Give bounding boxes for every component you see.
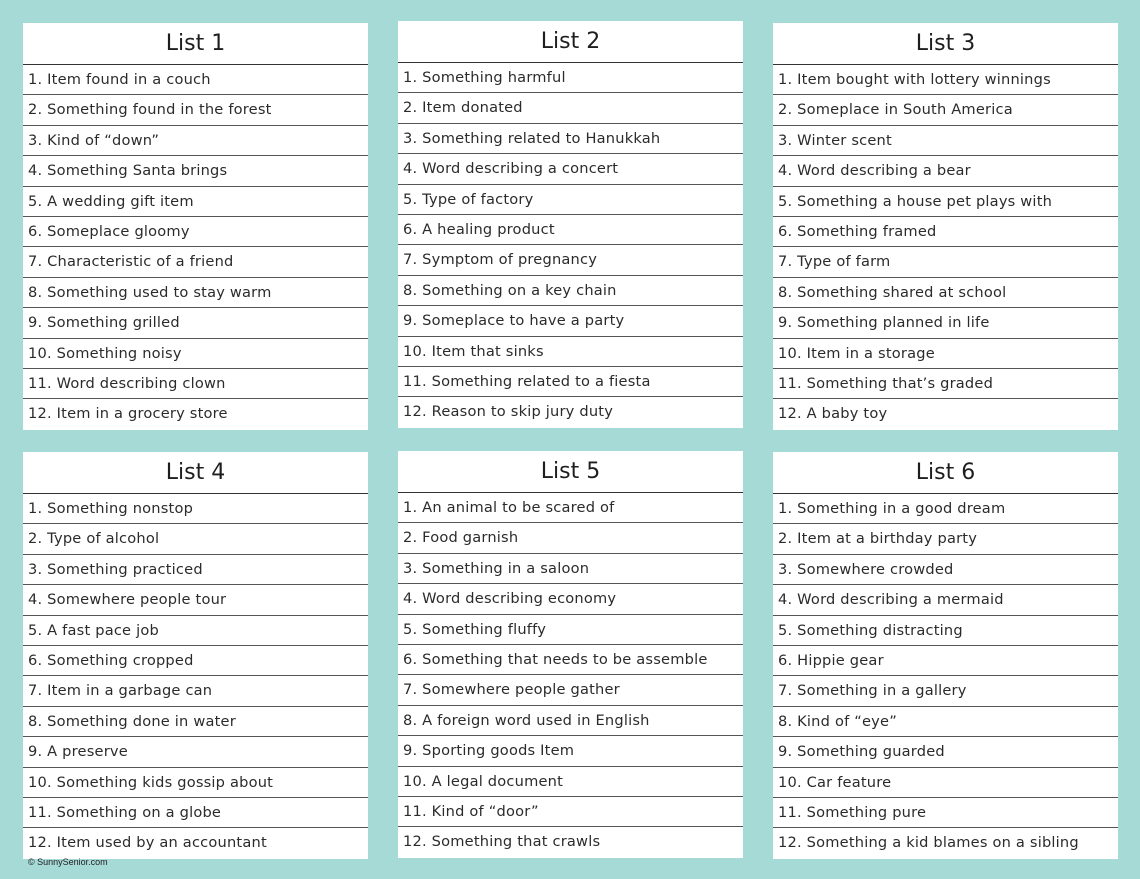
list-item: 1. Something nonstop <box>23 494 368 524</box>
list-item: 9. A preserve <box>23 737 368 767</box>
list-item: 2. Item donated <box>398 93 743 123</box>
list-item: 8. Something on a key chain <box>398 276 743 306</box>
list-item: 4. Word describing a concert <box>398 154 743 184</box>
list-item: 10. Item that sinks <box>398 337 743 367</box>
list-item: 5. A fast pace job <box>23 616 368 646</box>
list-item: 4. Word describing economy <box>398 584 743 614</box>
list-item: 11. Word describing clown <box>23 369 368 399</box>
list-item: 6. Hippie gear <box>773 646 1118 676</box>
list-item: 3. Something related to Hanukkah <box>398 124 743 154</box>
list-item: 3. Something practiced <box>23 555 368 585</box>
list-item: 5. Type of factory <box>398 185 743 215</box>
list-item: 7. Somewhere people gather <box>398 675 743 705</box>
list-items <box>773 494 1118 859</box>
list-item: 2. Food garnish <box>398 523 743 553</box>
list-item: 9. Someplace to have a party <box>398 306 743 336</box>
list-item: 10. Something noisy <box>23 339 368 369</box>
list-item: 8. Something done in water <box>23 707 368 737</box>
list-title: List 6 <box>773 452 1118 494</box>
list-item: 1. Item bought with lottery winnings <box>773 65 1118 95</box>
list-item: 2. Something found in the forest <box>23 95 368 125</box>
list-item: 11. Something pure <box>773 798 1118 828</box>
list-item: 5. A wedding gift item <box>23 187 368 217</box>
list-title: List 4 <box>23 452 368 494</box>
list-item: 7. Type of farm <box>773 247 1118 277</box>
list-item: 6. Something framed <box>773 217 1118 247</box>
list-item: 10. Something kids gossip about <box>23 768 368 798</box>
list-items <box>398 493 743 858</box>
list-card-4 <box>23 452 368 859</box>
list-item: 3. Something in a saloon <box>398 554 743 584</box>
list-item: 12. Item in a grocery store <box>28 405 228 423</box>
list-item: 12. A baby toy <box>778 405 888 423</box>
list-item: 8. Something shared at school <box>773 278 1118 308</box>
list-card-1 <box>23 23 368 430</box>
list-item: 3. Somewhere crowded <box>773 555 1118 585</box>
list-item: 5. Something fluffy <box>398 615 743 645</box>
list-item: 1. Item found in a couch <box>23 65 368 95</box>
list-item: 11. Something that’s graded <box>773 369 1118 399</box>
list-item: 3. Winter scent <box>773 126 1118 156</box>
list-item: 7. Symptom of pregnancy <box>398 245 743 275</box>
list-item: 4. Somewhere people tour <box>23 585 368 615</box>
list-card-5 <box>398 451 743 858</box>
list-item: 10. A legal document <box>398 767 743 797</box>
list-item: 8. Something used to stay warm <box>23 278 368 308</box>
list-item: 12. Item used by an accountant <box>28 834 267 852</box>
list-item: 4. Word describing a bear <box>773 156 1118 186</box>
list-item: 8. Kind of “eye” <box>773 707 1118 737</box>
list-card-6 <box>773 452 1118 859</box>
list-item: 4. Something Santa brings <box>23 156 368 186</box>
list-item: 6. A healing product <box>398 215 743 245</box>
copyright-text: © SunnySenior.com <box>28 857 108 867</box>
list-item: 6. Someplace gloomy <box>23 217 368 247</box>
list-item: 6. Something that needs to be assemble <box>398 645 743 675</box>
list-item: 2. Type of alcohol <box>23 524 368 554</box>
list-item: 6. Something cropped <box>23 646 368 676</box>
list-items <box>773 65 1118 430</box>
list-item: 2. Item at a birthday party <box>773 524 1118 554</box>
list-item: 12. Something that crawls <box>403 833 601 851</box>
list-items <box>398 63 743 428</box>
list-item: 11. Something on a globe <box>23 798 368 828</box>
list-item: 11. Something related to a fiesta <box>398 367 743 397</box>
list-item: 11. Kind of “door” <box>398 797 743 827</box>
list-card-3 <box>773 23 1118 430</box>
list-items <box>23 65 368 430</box>
list-item: 10. Car feature <box>773 768 1118 798</box>
list-item: 7. Item in a garbage can <box>23 676 368 706</box>
list-item: 5. Something a house pet plays with <box>773 187 1118 217</box>
list-item: 9. Sporting goods Item <box>398 736 743 766</box>
list-item: 7. Characteristic of a friend <box>23 247 368 277</box>
list-item: 1. Something in a good dream <box>773 494 1118 524</box>
list-item: 8. A foreign word used in English <box>398 706 743 736</box>
list-item: 12. Something a kid blames on a sibling <box>778 834 1079 852</box>
list-item: 12. Reason to skip jury duty <box>403 403 614 421</box>
list-item: 9. Something guarded <box>773 737 1118 767</box>
list-item: 7. Something in a gallery <box>773 676 1118 706</box>
list-item: 1. Something harmful <box>398 63 743 93</box>
list-item: 5. Something distracting <box>773 616 1118 646</box>
list-title: List 3 <box>773 23 1118 65</box>
list-title: List 2 <box>398 21 743 63</box>
list-item: 9. Something grilled <box>23 308 368 338</box>
list-title: List 1 <box>23 23 368 65</box>
list-item: 10. Item in a storage <box>773 339 1118 369</box>
list-item: 2. Someplace in South America <box>773 95 1118 125</box>
list-item: 1. An animal to be scared of <box>398 493 743 523</box>
list-items <box>23 494 368 859</box>
list-item: 9. Something planned in life <box>773 308 1118 338</box>
list-item: 3. Kind of “down” <box>23 126 368 156</box>
list-title: List 5 <box>398 451 743 493</box>
list-item: 4. Word describing a mermaid <box>773 585 1118 615</box>
list-card-2 <box>398 21 743 428</box>
